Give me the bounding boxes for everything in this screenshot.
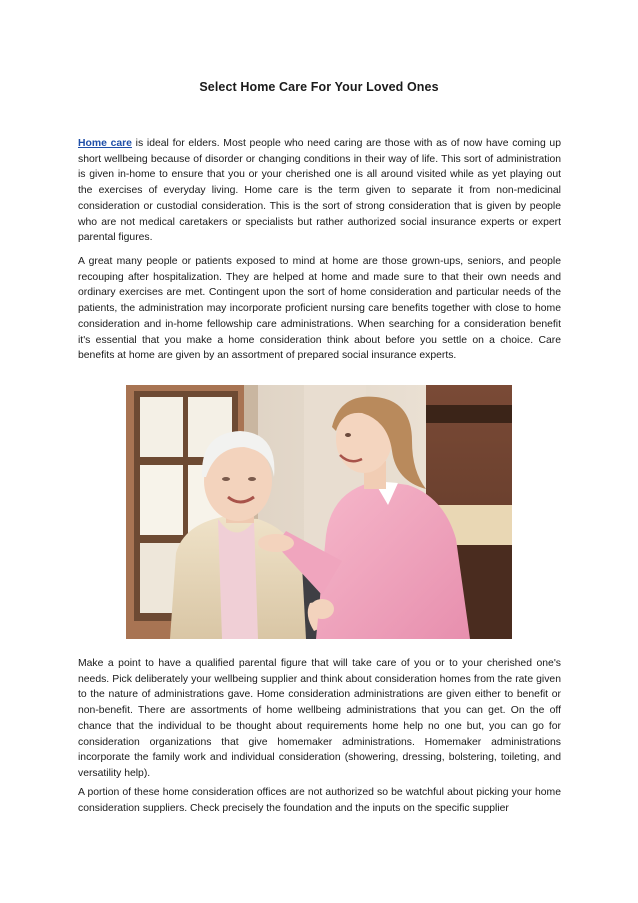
caregiver-photo	[126, 385, 512, 639]
paragraph-4: A portion of these home consideration offices are not authorized so be watchful about picking your home consideration suppliers. Check precisely the foundation and the inputs on the specific supplier	[78, 787, 561, 814]
page-title: Select Home Care For Your Loved Ones	[199, 80, 439, 94]
paragraph-1-text: is ideal for elders. Most people who need caring are those with as of now have coming up short wellbeing because of disorder or changing conditions in their way of life. This sort of administration is given in-home to ensure that you or your cherished one is all around visited while as yet playing out the exercises of everyday living. Home care is the term given to separate it from non-medicinal consideration or custodial consideration. This is the sort of strong consideration that is given by people who are not medical caretakers or specialists but rather authorized social insurance experts or expert parental figures.	[78, 138, 561, 244]
paragraph-3: Make a point to have a qualified parental figure that will take care of you or to your cherished one's needs. Pick deliberately your wellbeing supplier and think about consideration homes from the rate given to the nature of administrations gave. Home consideration administrations are given either to benefit or non-benefit. There are assortments of home wellbeing administrations that you can get. On the off chance that the individual to be thought about requirements home help no one but, you can go for consideration organizations that give homemaker administrations. Homemaker administrations incorporate the family work and individual consideration (showering, dressing, bolstering, toileting, and versatility help).	[78, 658, 561, 779]
home-care-link[interactable]: Home care	[78, 138, 132, 149]
paragraph-1	[78, 136, 561, 246]
paragraph-2: A great many people or patients exposed to mind at home are those grown-ups, seniors, and people recouping after hospitalization. They are helped at home and made sure to that their own needs and ordinary exercises are met. Contingent upon the sort of home consideration and particular needs of the patients, the administration may incorporate proficient nursing care benefits together with close to home consideration and in-home fellowship care administrations. When searching for a consideration benefit it's essential that you make a home consideration think about before you settle on a choice. Care benefits at home are given by an assortment of prepared social insurance experts.	[78, 256, 561, 362]
